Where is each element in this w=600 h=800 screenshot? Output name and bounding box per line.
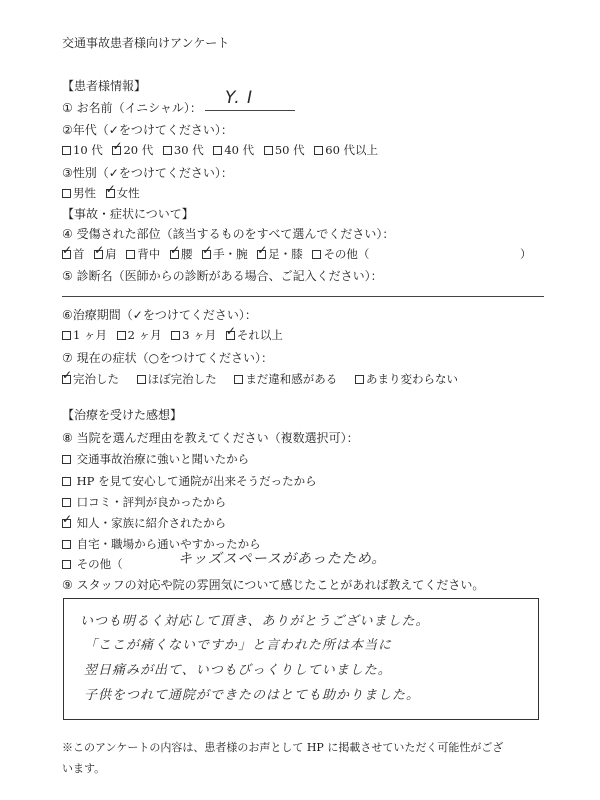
checkbox-icon[interactable] — [264, 146, 273, 155]
part-option-neck[interactable]: ✓首 — [62, 247, 85, 261]
checkbox-icon[interactable] — [355, 375, 364, 384]
checkbox-checked-icon[interactable] — [226, 331, 235, 340]
diagnosis-line[interactable] — [62, 296, 544, 297]
staff-label: ⑨ スタッフの対応や院の雰囲気について感じたことがあれば教えてください。 — [62, 578, 485, 592]
age-options — [62, 142, 384, 158]
part-option-other[interactable]: その他（ — [312, 247, 369, 261]
comment-line: 「ここが痛くないですか」と言われた所は本当に — [84, 638, 393, 653]
sex-label: ③性別（✓をつけてください）： — [62, 166, 233, 180]
checkbox-icon[interactable] — [117, 331, 126, 340]
comment-line: いつも明るく対応して頂き、ありがとうございました。 — [80, 614, 430, 629]
name-label: ① お名前（イニシャル）： — [62, 101, 202, 115]
section-accident-heading: 【事故・症状について】 — [62, 207, 194, 221]
symptom-options — [62, 371, 464, 387]
period-option-more[interactable]: ✓ それ以上 — [226, 328, 283, 342]
section-patient-heading: 【患者様情報】 — [62, 79, 147, 93]
name-handwritten-value[interactable]: Y. I — [225, 88, 254, 108]
checkbox-checked-icon[interactable] — [62, 519, 71, 528]
checkbox-checked-icon[interactable] — [202, 250, 211, 259]
checkbox-icon[interactable] — [163, 146, 172, 155]
sex-option-female[interactable]: ✓ 女性 — [106, 186, 140, 200]
section-impressions-heading: 【治療を受けた感想】 — [62, 408, 183, 422]
checkbox-icon[interactable] — [62, 560, 71, 569]
part-option-leg-knee[interactable]: ✓ 足・膝 — [257, 247, 303, 261]
checkbox-icon[interactable] — [171, 331, 180, 340]
parts-options — [62, 246, 375, 262]
age-option-60plus[interactable]: 60 代以上 — [314, 143, 378, 157]
age-option-20[interactable]: ✓ 20 代 — [112, 143, 153, 157]
checkbox-icon[interactable] — [62, 540, 71, 549]
period-option-2m[interactable]: 2 ヶ月 — [117, 328, 162, 342]
checkbox-icon[interactable] — [137, 375, 146, 384]
page-title: 交通事故患者様向けアンケート — [62, 36, 230, 50]
period-options — [62, 327, 289, 343]
name-underline — [205, 110, 295, 111]
age-option-50[interactable]: 50 代 — [264, 143, 305, 157]
symptom-option-unchanged[interactable]: あまり変わらない — [355, 372, 458, 386]
reason-option[interactable]: ✓ 知人・家族に紹介されたから — [62, 515, 226, 531]
checkbox-icon[interactable] — [213, 146, 222, 155]
period-label: ⑥治療期間（✓をつけてください）： — [62, 308, 257, 322]
footnote-line: ※このアンケートの内容は、患者様のお声として HP に掲載させていただく可能性がござ — [62, 741, 504, 754]
period-option-3m[interactable]: 3 ヶ月 — [171, 328, 216, 342]
age-option-40[interactable]: 40 代 — [213, 143, 254, 157]
part-option-shoulder[interactable]: ✓ 肩 — [94, 247, 117, 261]
reason-option[interactable]: 交通事故治療に強いと聞いたから — [62, 451, 249, 467]
checkbox-checked-icon[interactable] — [112, 146, 121, 155]
age-option-30[interactable]: 30 代 — [163, 143, 204, 157]
checkbox-icon[interactable] — [314, 146, 323, 155]
reason-option[interactable]: 自宅・職場から通いやすかったから — [62, 536, 261, 552]
parts-label: ④ 受傷された部位（該当するものをすべて選んでください）： — [62, 227, 395, 241]
symptom-option-mostly-cured[interactable]: ほぼ完治した — [137, 372, 217, 386]
sex-options — [62, 185, 146, 201]
symptom-option-discomfort[interactable]: まだ違和感がある — [234, 372, 337, 386]
reason-option[interactable]: 口コミ・評判が良かったから — [62, 494, 226, 510]
checkbox-checked-icon[interactable] — [62, 250, 71, 259]
footnote-line: います。 — [62, 762, 106, 775]
sex-option-male[interactable]: 男性 — [62, 186, 96, 200]
checkbox-icon[interactable] — [126, 250, 135, 259]
period-option-1m[interactable]: 1 ヶ月 — [62, 328, 107, 342]
comment-line: 翌日痛みが出て、いつもびっくりしていました。 — [84, 663, 392, 678]
checkbox-icon[interactable] — [62, 477, 71, 486]
diagnosis-label: ⑤ 診断名（医師からの診断がある場合、ご記入ください）： — [62, 269, 383, 283]
checkbox-checked-icon[interactable] — [62, 375, 71, 384]
checkbox-checked-icon[interactable] — [257, 250, 266, 259]
checkbox-icon[interactable] — [62, 331, 71, 340]
checkbox-checked-icon[interactable] — [94, 250, 103, 259]
reason-option-other[interactable]: その他（ — [62, 556, 123, 572]
parts-close-paren: ） — [520, 247, 532, 261]
checkbox-icon[interactable] — [234, 375, 243, 384]
part-option-hand-arm[interactable]: ✓ 手・腕 — [202, 247, 248, 261]
part-option-back[interactable]: 背中 — [126, 247, 160, 261]
checkbox-icon[interactable] — [62, 146, 71, 155]
symptom-option-cured[interactable]: ✓完治した — [62, 372, 119, 386]
checkbox-checked-icon[interactable] — [170, 250, 179, 259]
checkbox-icon[interactable] — [62, 498, 71, 507]
checkbox-checked-icon[interactable] — [106, 189, 115, 198]
symptom-label: ⑦ 現在の症状（○をつけてください）： — [62, 351, 274, 365]
age-label: ②年代（✓をつけてください）： — [62, 123, 233, 137]
checkbox-icon[interactable] — [62, 455, 71, 464]
part-option-waist[interactable]: ✓ 腰 — [170, 247, 193, 261]
reason-other-handwritten[interactable]: キッズスペースがあったため。 — [178, 551, 387, 567]
age-option-10[interactable]: 10 代 — [62, 143, 103, 157]
comment-line: 子供をつれて通院ができたのはとても助かりました。 — [84, 688, 421, 703]
reason-label: ⑧ 当院を選んだ理由を教えてください（複数選択可）： — [62, 431, 359, 445]
checkbox-icon[interactable] — [62, 189, 71, 198]
reason-option[interactable]: HP を見て安心して通院が出来そうだったから — [62, 473, 317, 489]
checkbox-icon[interactable] — [312, 250, 321, 259]
